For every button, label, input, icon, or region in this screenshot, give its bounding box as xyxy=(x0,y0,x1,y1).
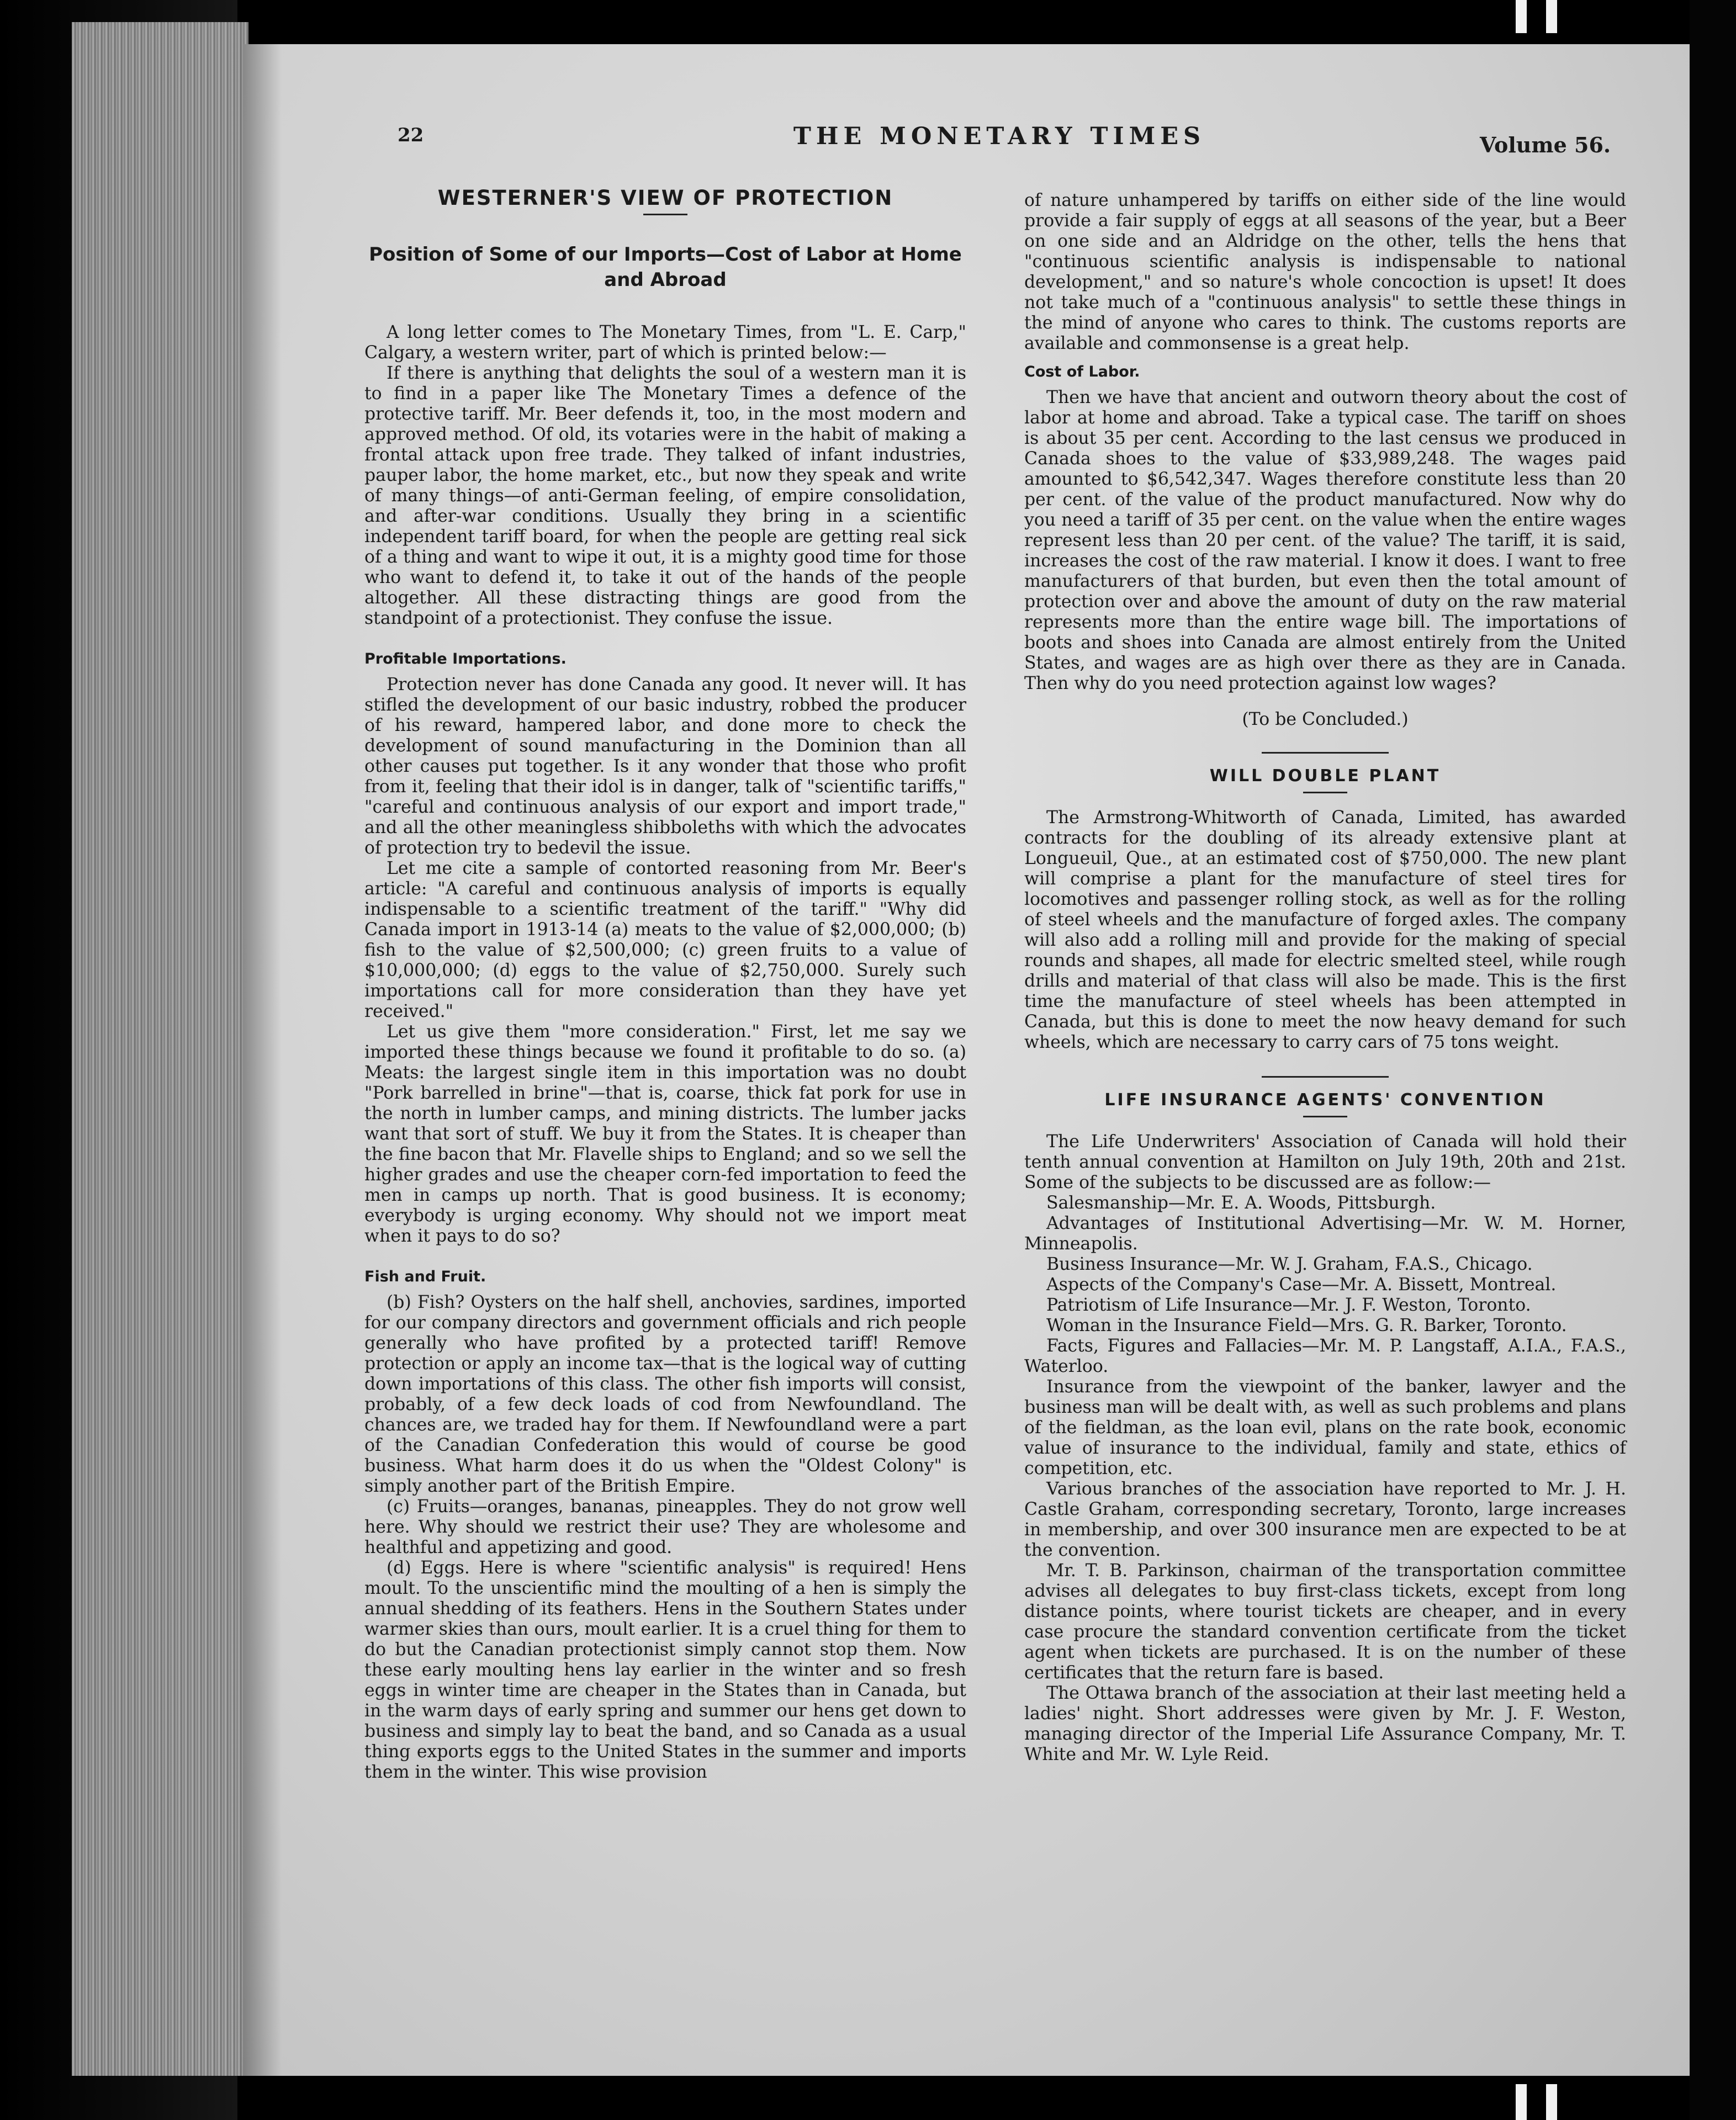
program-item: Woman in the Insurance Field—Mrs. G. R. Barker, Toronto. xyxy=(1046,1316,1567,1335)
article-headline: LIFE INSURANCE AGENTS' CONVENTION xyxy=(1104,1090,1546,1110)
film-registration-mark xyxy=(1516,0,1527,33)
film-registration-mark xyxy=(1516,2084,1527,2120)
left-column xyxy=(364,188,966,1783)
right-column xyxy=(1024,190,1626,1765)
article-paragraph: Protection never has done Canada any good. It never will. It has stifled the development of our basic industry, robbed the producer of his reward, hampered labor, and done more to check the development of sound manufacturing in the Dominion than all other causes put together. Is it any wonder that those who profit from it, feeling that their idol is in danger, talk of "scientific tariffs," "careful and continuous analysis of our export and import trade," and all the other meaningless shibboleths with which the advocates of protection try to bedevil the issue. xyxy=(364,675,966,858)
program-item: Salesmanship—Mr. E. A. Woods, Pittsburgh. xyxy=(1046,1193,1436,1213)
article-headline: WESTERNER'S VIEW OF PROTECTION xyxy=(437,186,893,210)
headline-rule xyxy=(643,214,687,215)
program-item: Advantages of Institutional Advertising—Mr. W. M. Horner, Minneapolis. xyxy=(1024,1213,1626,1254)
article-separator-rule xyxy=(1262,752,1389,754)
article-paragraph-continued: of nature unhampered by tariffs on either side of the line would provide a fair supply of eggs at all seasons of the year, but a Beer on one side and an Aldridge on the other, tells the hens that "continuous scientific analysis is indispensable to national development," and so nature's whole concoction is upset! It does not take much of a "continuous analysis" to settle these things in the mind of anyone who cares to think. The customs reports are available and commonsense is a great help. xyxy=(1024,190,1626,353)
headline-rule xyxy=(1303,1116,1347,1117)
page-number: 22 xyxy=(398,124,424,146)
headline-rule xyxy=(1303,792,1347,793)
article-paragraph: Mr. T. B. Parkinson, chairman of the transportation committee advises all delegates to buy first-class tickets, except from long distance points, where tourist tickets are cheaper, and in every case procure the standard convention certificate from the ticket agent when tickets are purchased. It is on the number of these certificates that the return fare is based. xyxy=(1024,1561,1626,1683)
volume-label: Volume 56. xyxy=(1480,132,1611,157)
article-paragraph: Insurance from the viewpoint of the banker, lawyer and the business man will be dealt with, as well as such problems and plans of the fieldman, as the loan evil, plans on the rate book, economic value of insurance to the individual, family and state, ethics of competition, etc. xyxy=(1024,1377,1626,1478)
film-registration-mark xyxy=(1546,2084,1557,2120)
film-border-right xyxy=(1690,0,1736,2120)
journal-title: THE MONETARY TIMES xyxy=(793,123,1206,150)
article-paragraph: If there is anything that delights the soul of a western man it is to find in a paper like The Monetary Times a defence of the protective tariff. Mr. Beer defends it, too, in the most modern and approved method. Of old, its votaries were in the habit of making a frontal attack upon free trade. They talked of infant industries, pauper labor, the home market, etc., but now they speak and write of many things—of anti-German feeling, of empire consolidation, and after-war conditions. Usually they bring in a scientific independent tariff board, for when the people are getting real sick of a thing and want to wipe it out, it is a mighty good time for those who want to defend it, to take it out of the hands of the people altogether. All these distracting things are good from the standpoint of a protectionist. They confuse the issue. xyxy=(364,363,966,628)
article-paragraph: The Ottawa branch of the association at their last meeting held a ladies' night. Short addresses were given by Mr. J. F. Weston, managing director of the Imperial Life Assurance Company, Mr. T. White and Mr. W. Lyle Reid. xyxy=(1024,1683,1626,1764)
program-item: Aspects of the Company's Case—Mr. A. Bissett, Montreal. xyxy=(1046,1275,1557,1295)
article-paragraph: The Armstrong-Whitworth of Canada, Limited, has awarded contracts for the doubling of its already extensive plant at Longueuil, Que., at an estimated cost of $750,000. The new plant will comprise a plant for the manufacture of steel tires for locomotives and passenger rolling stock, as well as for the rolling of steel wheels and the manufacture of forged axles. The company will also add a rolling mill and provide for the making of special rounds and shapes, all made for electric smelted steel, while rough drills and material of that class will also be made. This is the first time the manufacture of steel wheels has been attempted in Canada, but this is done to meet the now heavy demand for such wheels, which are necessary to carry cars of 75 tons weight. xyxy=(1024,808,1626,1052)
article-paragraph: Let me cite a sample of contorted reasoning from Mr. Beer's article: "A careful and continuous analysis of imports is equally indispensable to a scientific treatment of the tariff." "Why did Canada import in 1913-14 (a) meats to the value of $2,000,000; (b) fish to the value of $2,500,000; (c) green fruits to a value of $10,000,000; (d) eggs to the value of $2,750,000. Surely such importations call for more consideration than they have yet received." xyxy=(364,858,966,1021)
article-paragraph: Various branches of the association have reported to Mr. J. H. Castle Graham, corresponding secretary, Toronto, large increases in membership, and over 300 insurance men are expected to be at the convention. xyxy=(1024,1479,1626,1560)
page-stack-edge xyxy=(72,22,248,2076)
article-paragraph: Then we have that ancient and outworn theory about the cost of labor at home and abroad. Take a typical case. The tariff on shoes is about 35 per cent. According to the last census we produced in Canada shoes to the value of $33,989,248. The wages paid amounted to $6,542,347. Wages therefore constitute less than 20 per cent. of the value of the product manufactured. Now why do you need a tariff of 35 per cent. on the value when the entire wages represent less than 20 per cent. of the value? The tariff, it is said, increases the cost of the raw material. I know it does. I want to free manufacturers of that burden, but even then the total amount of protection over and above the amount of duty on the raw material represents more than the entire wage bill. The importations of boots and shoes into Canada are almost entirely from the United States, and wages are as high over there as they are in Canada. Then why do you need protection against low wages? xyxy=(1024,388,1626,693)
section-heading: Cost of Labor. xyxy=(1024,363,1140,380)
article-paragraph: (b) Fish? Oysters on the half shell, anchovies, sardines, imported for our company directors and government officials and rich people generally who have profited by a protected tariff! Remove protection or apply an income tax—that is the logical way of cutting down importations of this class. The other fish imports will consist, probably, of a few deck loads of cod from Newfoundland. The chances are, we traded hay for them. If Newfoundland were a part of the Canadian Confederation this would of course be good business. What harm does it do us when the "Oldest Colony" is simply another part of the British Empire. xyxy=(364,1292,966,1496)
article-paragraph: (c) Fruits—oranges, bananas, pineapples. They do not grow well here. Why should we restrict their use? They are wholesome and healthful and appetizing and good. xyxy=(364,1497,966,1557)
article-headline: WILL DOUBLE PLANT xyxy=(1209,766,1441,786)
article-separator-rule xyxy=(1262,1076,1389,1078)
program-item: Facts, Figures and Fallacies—Mr. M. P. Langstaff, A.I.A., F.A.S., Waterloo. xyxy=(1024,1336,1626,1376)
section-heading: Fish and Fruit. xyxy=(364,1268,486,1285)
program-item: Patriotism of Life Insurance—Mr. J. F. Weston, Toronto. xyxy=(1046,1295,1531,1315)
program-item: Business Insurance—Mr. W. J. Graham, F.A.S., Chicago. xyxy=(1046,1254,1533,1274)
article-paragraph: A long letter comes to The Monetary Times, from "L. E. Carp," Calgary, a western writer, part of which is printed below:— xyxy=(364,322,966,363)
article-paragraph: The Life Underwriters' Association of Canada will hold their tenth annual convention at Hamilton on July 19th, 20th and 21st. Some of the subjects to be discussed are as follow:— xyxy=(1024,1132,1626,1192)
article-paragraph: Let us give them "more consideration." First, let me say we imported these things because we found it profitable to do so. (a) Meats: the largest single item in this importation was no doubt "Pork barrelled in brine"—that is, coarse, thick fat pork for use in the north in lumber camps, and mining districts. The lumber jacks want that sort of stuff. We buy it from the States. It is cheaper than the fine bacon that Mr. Flavelle ships to England; and so we sell the higher grades and use the cheaper corn-fed importation to feed the men in camps up north. That is good business. It is economy; everybody is urging economy. Why should not we import meat when it pays to do so? xyxy=(364,1022,966,1246)
binding-shadow xyxy=(243,44,282,2076)
section-heading: Profitable Importations. xyxy=(364,650,567,667)
article-paragraph: (d) Eggs. Here is where "scientific analysis" is required! Hens moult. To the unscientific mind the moulting of a hen is simply the annual shedding of its feathers. Hens in the Southern States under warmer skies than ours, moult earlier. It is a cruel thing for them to do but the Canadian protectionist simply cannot stop them. Now these early moulting hens lay earlier in the winter and so fresh eggs in winter time are cheaper in the States than in Canada, but in the warm days of early spring and summer our hens get down to business and simply lay to beat the band, and so Canada as a usual thing exports eggs to the United States in the summer and imports them in the winter. This wise provision xyxy=(364,1558,966,1782)
article-subhead: Position of Some of our Imports—Cost of Labor at Home and Abroad xyxy=(369,243,962,291)
film-registration-mark xyxy=(1546,0,1557,33)
to-be-concluded-note: (To be Concluded.) xyxy=(1242,709,1409,729)
